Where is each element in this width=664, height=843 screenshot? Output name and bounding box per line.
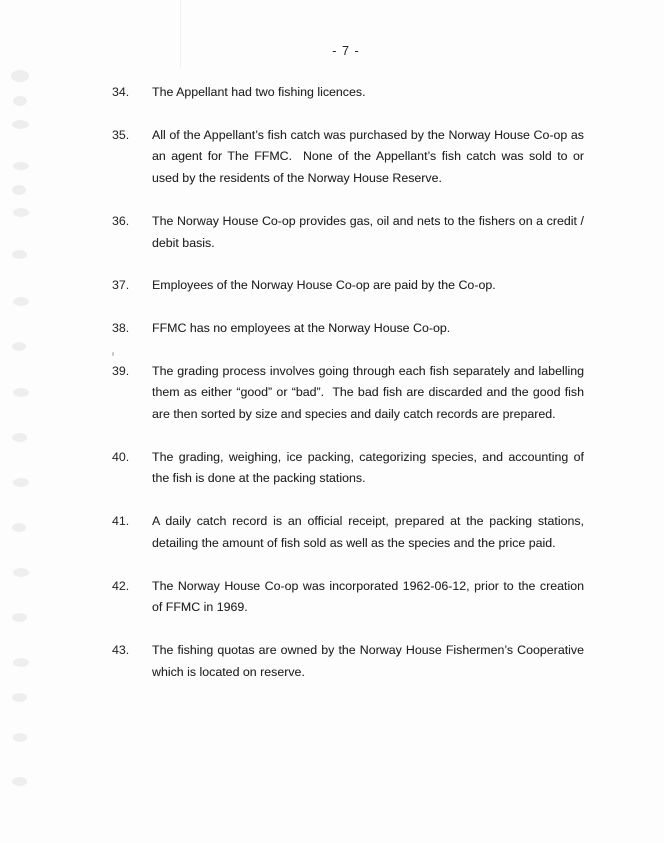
paragraph-text: The fishing quotas are owned by the Norway House Fishermen’s Cooperative which is located on reserve. (152, 642, 588, 679)
paragraph-number: 34. (112, 85, 130, 99)
paragraph-item (112, 125, 588, 190)
paragraph-item (112, 576, 588, 619)
paragraph-text: A daily catch record is an official receipt, prepared at the packing stations, detailing the amount of fish sold as well as the species and the price paid. (152, 514, 588, 550)
paragraph-item (112, 640, 588, 683)
paragraph-text: The grading, weighing, ice packing, categorizing species, and accounting of the fish is done at the packing stations. (152, 449, 588, 486)
paragraph-text: All of the Appellant’s fish catch was purchased by the Norway House Co-op as an agent for The FFMC. None of the Appellant’s fish catch was sold to or used by the residents of the Norway House Reserve. (152, 127, 588, 186)
paragraph-text: The Norway House Co-op was incorporated 1962-06-12, prior to the creation of FFMC in 1969. (152, 578, 588, 615)
paragraph-item (112, 361, 588, 426)
paragraph-number: 41. (112, 514, 130, 529)
paragraph-item (112, 275, 584, 297)
paragraph-text: The Appellant had two fishing licences. (152, 85, 366, 99)
paragraph-number: 39. (112, 363, 130, 378)
paragraph-number: 42. (112, 578, 130, 593)
paragraph-text: The Norway House Co-op provides gas, oil and nets to the fishers on a credit / debit basis. (152, 213, 588, 250)
paragraph-item (112, 82, 584, 104)
paragraph-number: 40. (112, 449, 130, 464)
paragraph-item (112, 447, 588, 490)
paragraph-number: 43. (112, 642, 130, 657)
paragraph-item (112, 211, 588, 254)
paragraph-number: 36. (112, 213, 130, 228)
page-number: - 7 - (332, 44, 360, 58)
paragraph-number: 37. (112, 278, 130, 293)
paragraph-number: 38. (112, 320, 130, 335)
paragraph-list (112, 82, 588, 704)
paragraph-text: FFMC has no employees at the Norway House Co-op. (152, 320, 451, 335)
paragraph-number: 35. (112, 127, 130, 142)
paragraph-item (112, 511, 588, 554)
paragraph-text: Employees of the Norway House Co-op are paid by the Co-op. (152, 278, 496, 293)
paragraph-item (112, 318, 584, 340)
paragraph-text: The grading process involves going through each fish separately and labelling them as either “good” or “bad”. The bad fish are discarded and the good fish are then sorted by size and species and daily catch records are prepared. (152, 363, 588, 422)
